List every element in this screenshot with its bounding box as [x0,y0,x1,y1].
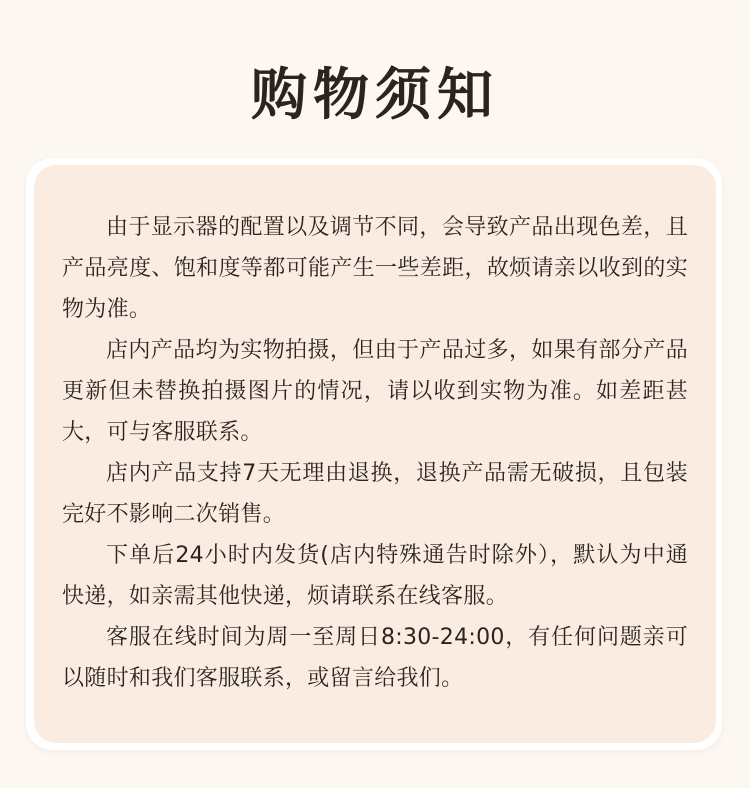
page-title: 购物须知 [251,63,499,128]
notice-paragraph-color-difference: 由于显示器的配置以及调节不同，会导致产品出现色差，且产品亮度、饱和度等都可能产生一些差距，故烦请亲以收到的实物为准。 [62,215,688,322]
notice-paragraph-shipping: 下单后24小时内发货(店内特殊通告时除外），默认为中通快递，如亲需其他快递，烦请联系在线客服。 [62,543,688,609]
notice-card [34,165,716,743]
notice-paragraph-service-hours: 客服在线时间为周一至周日8:30-24:00，有任何问题亲可以随时和我们客服联系，或留言给我们。 [62,625,688,691]
notice-paragraph-product-photos: 店内产品均为实物拍摄，但由于产品过多，如果有部分产品更新但未替换拍摄图片的情况，请以收到实物为准。如差距甚大，可与客服联系。 [62,338,688,445]
notice-paragraph-returns: 店内产品支持7天无理由退换，退换产品需无破损，且包装完好不影响二次销售。 [62,461,688,527]
